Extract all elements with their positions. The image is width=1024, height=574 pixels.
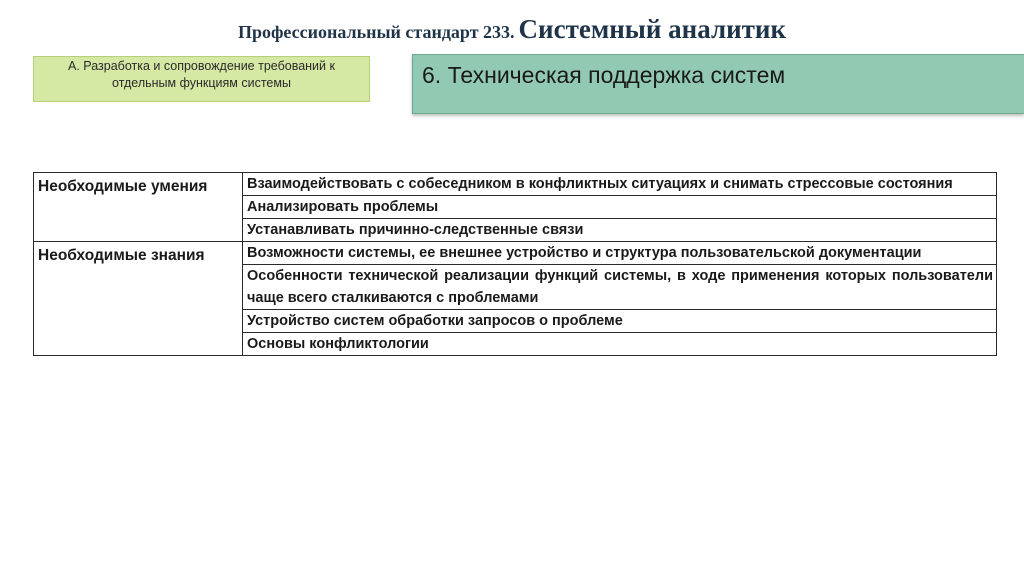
table-cell: Особенности технической реализации функций системы, в ходе применения которых пользователи чаще всего сталкиваются с проблемами (243, 265, 997, 310)
table-row (34, 242, 997, 265)
function-title-box: 6. Техническая поддержка систем (412, 54, 1024, 114)
area-label-box: А. Разработка и сопровождение требований к отдельным функциям системы (33, 56, 370, 102)
table-row (34, 173, 997, 196)
table-cell: Взаимодействовать с собеседником в конфликтных ситуациях и снимать стрессовые состояния (243, 173, 997, 196)
competency-table (33, 172, 997, 356)
table-cell: Устанавливать причинно-следственные связи (243, 219, 997, 242)
slide-title (0, 14, 1024, 45)
table-cell: Устройство систем обработки запросов о проблеме (243, 310, 997, 333)
table-cell: Основы конфликтологии (243, 333, 997, 356)
category-cell-skills: Необходимые умения (34, 173, 243, 242)
standard-number: Профессиональный стандарт 233. (237, 22, 515, 42)
table-cell: Анализировать проблемы (243, 196, 997, 219)
standard-title: Системный аналитик (518, 14, 787, 44)
category-cell-knowledge: Необходимые знания (34, 242, 243, 356)
table-cell: Возможности системы, ее внешнее устройство и структура пользовательской документации (243, 242, 997, 265)
